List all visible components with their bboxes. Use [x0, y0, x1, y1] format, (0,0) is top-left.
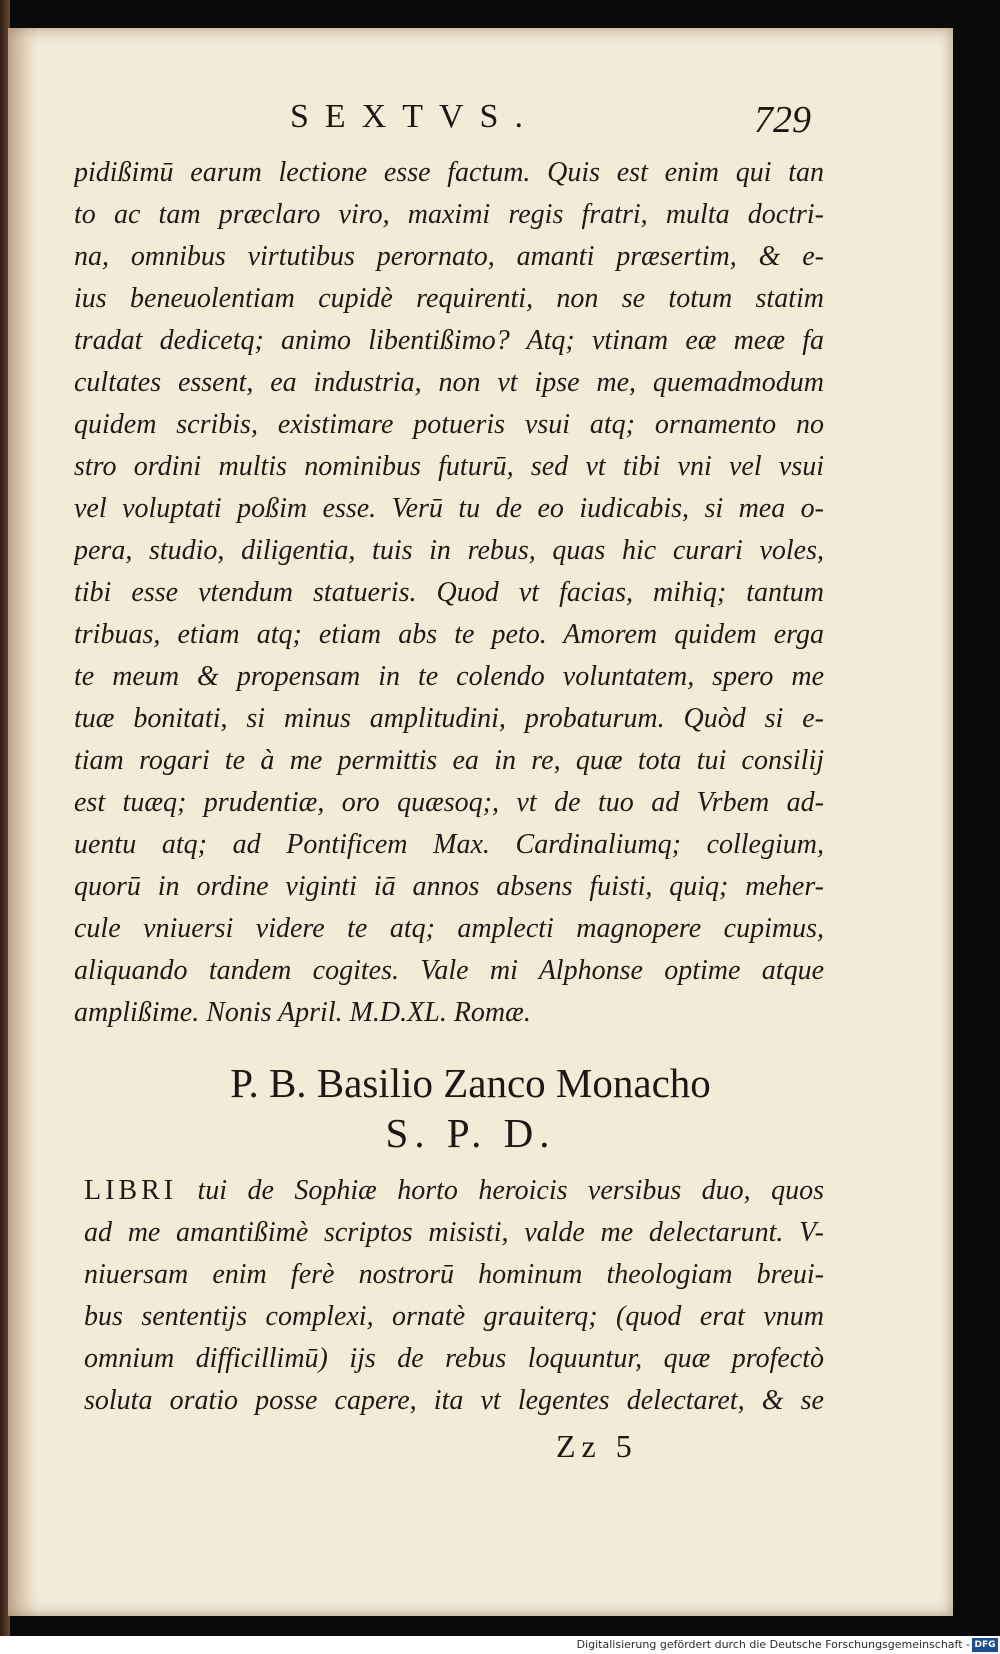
book-page	[8, 28, 953, 1616]
heading-salutation: S. P. D.	[385, 1110, 556, 1156]
opening-line-rest: tui de Sophiæ horto heroicis versibus duo, quos	[177, 1175, 824, 1206]
text-line: amplißime. Nonis April. M.D.XL. Romæ.	[74, 997, 531, 1028]
digitization-credit: Digitalisierung gefördert durch die Deutsche Forschungsgemeinschaft -	[576, 1638, 970, 1651]
text-line: cultates essent, ea industria, non vt ipse me, quemadmodum	[74, 367, 824, 398]
text-line: omnium difficillimū) ijs de rebus loquuntur, quæ profectò	[84, 1343, 824, 1374]
text-line: pera, studio, diligentia, tuis in rebus, quas hic curari voles,	[74, 535, 824, 566]
text-line: pidißimū earum lectione esse factum. Quis est enim qui tan	[74, 157, 824, 188]
text-line: est tuæq; prudentiæ, oro quæsoq;, vt de tuo ad Vrbem ad-	[74, 787, 824, 818]
page-number: 729	[754, 99, 811, 141]
text-line: te meum & propensam in te colendo voluntatem, spero me	[74, 661, 824, 692]
text-line: tiam rogari te à me permittis ea in re, quæ tota tui consilij	[74, 745, 824, 776]
text-line: quidem scribis, existimare potueris vsui atq; ornamento no	[74, 409, 824, 440]
letter-body	[74, 152, 824, 1034]
text-line: aliquando tandem cogites. Vale mi Alphonse optime atque	[74, 955, 824, 986]
text-line: quorū in ordine viginti iā annos absens fuisti, quiq; meher-	[74, 871, 824, 902]
signature-mark: Zz 5	[556, 1428, 638, 1464]
text-line: soluta oratio posse capere, ita vt legentes delectaret, & se	[84, 1385, 824, 1416]
running-title: SEXTVS.	[290, 98, 539, 135]
text-line: to ac tam præclaro viro, maximi regis fratri, multa doctri-	[74, 199, 824, 230]
text-line: bus sententijs complexi, ornatè grauiterq; (quod erat vnum	[84, 1301, 824, 1332]
text-line: stro ordini multis nominibus futurū, sed vt tibi vni vel vsui	[74, 451, 824, 482]
text-line: tribuas, etiam atq; etiam abs te peto. Amorem quidem erga	[74, 619, 824, 650]
text-line: ius beneuolentiam cupidè requirenti, non se totum statim	[74, 283, 824, 314]
text-line: vel voluptati poßim esse. Verū tu de eo iudicabis, si mea o-	[74, 493, 824, 524]
dfg-logo[interactable]: DFG	[972, 1638, 998, 1652]
text-line: cule vniuersi videre te atq; amplecti magnopere cupimus,	[74, 913, 824, 944]
text-line: ad me amantißimè scriptos misisti, valde me delectarunt. V-	[84, 1217, 824, 1248]
text-line-first	[84, 1170, 824, 1212]
text-line: tuæ bonitati, si minus amplitudini, probaturum. Quòd si e-	[74, 703, 824, 734]
text-line: niuersam enim ferè nostrorū hominum theologiam breui-	[84, 1259, 824, 1290]
footer-bar	[0, 1636, 1000, 1654]
heading-addressee: P. B. Basilio Zanco Monacho	[230, 1060, 711, 1106]
running-head	[8, 98, 953, 144]
text-line: na, omnibus virtutibus perornato, amanti præsertim, & e-	[74, 241, 824, 272]
text-line: uentu atq; ad Pontificem Max. Cardinaliumq; collegium,	[74, 829, 824, 860]
opening-word: LIBRI	[84, 1175, 178, 1206]
second-letter-body	[84, 1170, 824, 1422]
letter-heading	[8, 1058, 933, 1158]
text-line: tradat dedicetq; animo libentißimo? Atq; vtinam eæ meæ fa	[74, 325, 824, 356]
text-line: tibi esse vtendum statueris. Quod vt facias, mihiq; tantum	[74, 577, 824, 608]
